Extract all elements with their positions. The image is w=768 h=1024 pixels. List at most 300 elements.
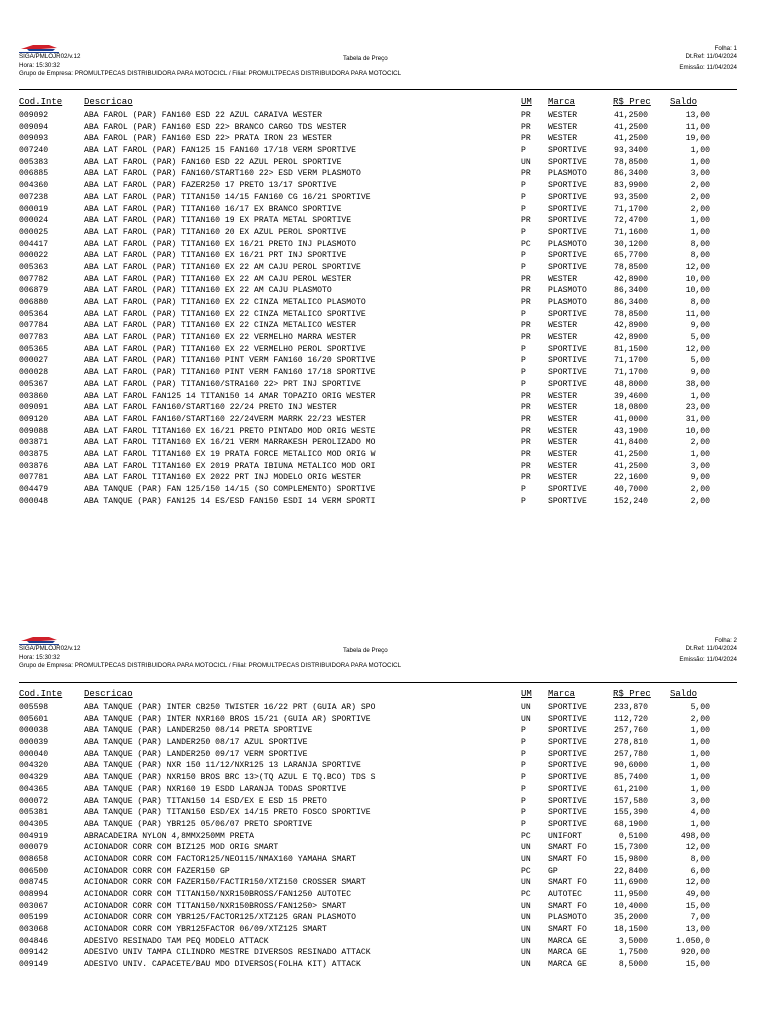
cell-cod: 005367	[19, 379, 49, 389]
col-header-saldo: Saldo	[670, 689, 698, 699]
table-row	[0, 122, 768, 134]
cell-marca: SPORTIVE	[548, 379, 587, 389]
cell-cod: 005383	[19, 157, 49, 167]
cell-um: PR	[521, 274, 531, 284]
cell-cod: 000024	[19, 216, 49, 226]
col-header-um: UM	[521, 689, 532, 699]
cell-prec: 157,580	[614, 796, 648, 806]
table-row	[0, 402, 768, 414]
cell-saldo: 920,00	[680, 948, 710, 958]
cell-prec: 155,390	[614, 808, 648, 818]
cell-prec: 8,5000	[618, 960, 648, 970]
table-row	[0, 437, 768, 449]
cell-saldo: 2,00	[690, 204, 710, 214]
cell-desc: ABA TANQUE (PAR) FAN125 14 ES/ESD FAN150 ESDI 14 VERM SPORTI	[84, 496, 376, 506]
cell-prec: 90,6000	[614, 761, 648, 771]
cell-um: P	[521, 796, 526, 806]
cell-prec: 41,2500	[614, 449, 648, 459]
table-row	[0, 332, 768, 344]
cell-desc: ABA LAT FAROL (PAR) TITAN160 EX 22 CINZA METALICO WESTER	[84, 321, 356, 331]
cell-saldo: 2,00	[690, 485, 710, 494]
cell-desc: ACIONADOR CORR COM FACTOR125/NEO115/NMAX160 YAMAHA SMART	[84, 854, 356, 864]
cell-um: PR	[521, 216, 531, 226]
table-row	[0, 297, 768, 309]
table-row	[0, 285, 768, 297]
cell-marca: MARCA GE	[548, 960, 587, 970]
table-row	[0, 344, 768, 356]
cell-cod: 006885	[19, 169, 49, 179]
cell-desc: ABA LAT FAROL (PAR) TITAN160 EX 22 CINZA METALICO PLASMOTO	[84, 298, 366, 307]
table-row	[0, 309, 768, 321]
cell-prec: 22,1600	[614, 473, 648, 483]
cell-cod: 004919	[19, 831, 49, 841]
cell-desc: ADESIVO RESINADO TAM PEQ MODELO ATTACK	[84, 936, 269, 946]
cell-um: UN	[521, 960, 531, 970]
cell-um: UN	[521, 901, 531, 911]
table-row	[0, 355, 768, 367]
cell-prec: 81,1500	[614, 344, 648, 354]
cell-marca: SPORTIVE	[548, 714, 587, 724]
cell-marca: SPORTIVE	[548, 251, 587, 261]
cell-desc: ABA LAT FAROL (PAR) TITAN160 EX 22 AM CAJU PEROL SPORTIVE	[84, 262, 361, 272]
cell-marca: SPORTIVE	[548, 726, 587, 736]
cell-marca: SPORTIVE	[548, 819, 587, 829]
cell-cod: 005601	[19, 714, 49, 724]
cell-saldo: 13,00	[685, 925, 710, 935]
table-row	[0, 320, 768, 332]
cell-prec: 1,7500	[618, 948, 648, 958]
cell-desc: ABA TANQUE (PAR) LANDER250 09/17 VERM SPORTIVE	[84, 749, 308, 759]
cell-prec: 86,3400	[614, 169, 648, 179]
table-row	[0, 702, 768, 714]
cell-saldo: 12,00	[685, 878, 710, 888]
cell-um: P	[521, 773, 526, 783]
cell-cod: 009091	[19, 403, 49, 413]
cell-um: P	[521, 485, 526, 494]
table-row	[0, 168, 768, 180]
cell-prec: 11,9500	[614, 890, 648, 899]
cell-desc: ABA LAT FAROL (PAR) TITAN160 PINT VERM FAN160 16/20 SPORTIVE	[84, 356, 376, 366]
cell-cod: 009142	[19, 948, 49, 958]
table-row	[0, 772, 768, 784]
cell-cod: 006880	[19, 298, 49, 307]
table-row	[0, 133, 768, 145]
cell-um: PR	[521, 391, 531, 401]
cell-um: PR	[521, 169, 531, 179]
cell-cod: 004479	[19, 485, 49, 494]
cell-saldo: 1,00	[690, 761, 710, 771]
cell-saldo: 23,00	[685, 403, 710, 413]
cell-marca: AUTOTEC	[548, 890, 582, 899]
cell-desc: ABA LAT FAROL FAN125 14 TITAN150 14 AMAR TOPAZIO ORIG WESTER	[84, 391, 376, 401]
cell-marca: PLASMOTO	[548, 298, 587, 307]
cell-marca: SPORTIVE	[548, 796, 587, 806]
cell-um: PC	[521, 831, 531, 841]
cell-prec: 86,3400	[614, 298, 648, 307]
cell-um: P	[521, 726, 526, 736]
cell-marca: SPORTIVE	[548, 344, 587, 354]
cell-saldo: 1,00	[690, 227, 710, 237]
cell-marca: SMART FO	[548, 878, 587, 888]
cell-marca: WESTER	[548, 426, 578, 436]
cell-desc: ABA LAT FAROL (PAR) TITAN160 PINT VERM FAN160 17/18 SPORTIVE	[84, 368, 376, 378]
cell-desc: ABA TANQUE (PAR) YBR125 05/06/07 PRETO SPORTIVE	[84, 819, 313, 829]
cell-cod: 005199	[19, 913, 49, 923]
cell-saldo: 1,00	[690, 726, 710, 736]
cell-um: UN	[521, 878, 531, 888]
cell-desc: ABA LAT FAROL (PAR) TITAN160 16/17 EX BRANCO SPORTIVE	[84, 204, 342, 214]
cell-prec: 112,720	[614, 714, 648, 724]
cell-um: PR	[521, 414, 531, 424]
cell-um: PR	[521, 321, 531, 331]
cell-um: P	[521, 344, 526, 354]
cell-um: P	[521, 819, 526, 829]
cell-prec: 11,6900	[614, 878, 648, 888]
cell-prec: 233,870	[614, 703, 648, 712]
cell-desc: ABA LAT FAROL (PAR) FAZER250 17 PRETO 13/17 SPORTIVE	[84, 181, 337, 191]
cell-cod: 008994	[19, 890, 49, 899]
cell-marca: WESTER	[548, 473, 578, 483]
cell-marca: WESTER	[548, 449, 578, 459]
company-logo	[19, 43, 59, 53]
cell-desc: ABA LAT FAROL (PAR) TITAN160 EX 22 AM CAJU PLASMOTO	[84, 286, 332, 296]
cell-cod: 007784	[19, 321, 49, 331]
cell-cod: 007238	[19, 192, 49, 202]
cell-prec: 78,8500	[614, 157, 648, 167]
cell-saldo: 498,00	[680, 831, 710, 841]
cell-saldo: 15,00	[685, 960, 710, 970]
cell-saldo: 7,00	[690, 913, 710, 923]
table-row	[0, 714, 768, 726]
table-row	[0, 936, 768, 948]
table-row	[0, 274, 768, 286]
cell-desc: ABA LAT FAROL (PAR) TITAN160/STRA160 22> PRT INJ SPORTIVE	[84, 379, 361, 389]
cell-desc: ABA TANQUE (PAR) FAN 125/150 14/15 (SO COMPLEMENTO) SPORTIVE	[84, 485, 376, 494]
cell-um: P	[521, 379, 526, 389]
table-row	[0, 496, 768, 508]
cell-saldo: 13,00	[685, 111, 710, 120]
cell-marca: WESTER	[548, 274, 578, 284]
cell-um: UN	[521, 854, 531, 864]
emissao: Emissão: 11/04/2024	[679, 64, 737, 71]
cell-desc: ABRACADEIRA NYLON 4,8MMX250MM PRETA	[84, 831, 254, 841]
cell-marca: GP	[548, 866, 558, 876]
cell-prec: 15,9800	[614, 854, 648, 864]
cell-saldo: 5,00	[690, 703, 710, 712]
cell-um: P	[521, 146, 526, 156]
table-row	[0, 749, 768, 761]
table-row	[0, 912, 768, 924]
cell-saldo: 1,00	[690, 216, 710, 226]
cell-saldo: 1.050,0	[676, 936, 710, 946]
col-header-um: UM	[521, 97, 532, 107]
cell-um: UN	[521, 925, 531, 935]
cell-marca: WESTER	[548, 321, 578, 331]
report-title: Tabela de Preço	[343, 647, 388, 654]
cell-um: P	[521, 761, 526, 771]
cell-marca: SPORTIVE	[548, 146, 587, 156]
cell-um: PC	[521, 866, 531, 876]
program-id: SIGA/PMLOJR02/v.12	[19, 645, 81, 652]
cell-marca: UNIFORT	[548, 831, 582, 841]
cell-um: P	[521, 309, 526, 319]
table-row	[0, 215, 768, 227]
cell-saldo: 1,00	[690, 449, 710, 459]
cell-desc: ABA TANQUE (PAR) NXR150 BROS BRC 13>(TQ AZUL E TQ.BCO) TDS S	[84, 773, 376, 783]
table-row	[0, 414, 768, 426]
cell-prec: 71,1600	[614, 227, 648, 237]
cell-marca: SPORTIVE	[548, 773, 587, 783]
cell-saldo: 5,00	[690, 333, 710, 343]
cell-prec: 71,1700	[614, 356, 648, 366]
cell-desc: ACIONADOR CORR COM BIZ125 MOD ORIG SMART	[84, 843, 279, 853]
table-row	[0, 379, 768, 391]
cell-marca: WESTER	[548, 122, 578, 132]
cell-cod: 000039	[19, 738, 49, 748]
col-header-prec: R$ Prec	[613, 97, 651, 107]
cell-desc: ACIONADOR CORR COM YBR125/FACTOR125/XTZ125 GRAN PLASMOTO	[84, 913, 356, 923]
cell-desc: ABA LAT FAROL (PAR) TITAN160 EX 22 VERMELHO PEROL SPORTIVE	[84, 344, 366, 354]
cell-desc: ACIONADOR CORR COM TITAN150/NXR150BROSS/FAN1250> SMART	[84, 901, 347, 911]
cell-um: UN	[521, 913, 531, 923]
cell-desc: ABA LAT FAROL (PAR) TITAN160 20 EX AZUL PEROL SPORTIVE	[84, 227, 347, 237]
cell-prec: 71,1700	[614, 368, 648, 378]
cell-um: PR	[521, 403, 531, 413]
cell-cod: 005364	[19, 309, 49, 319]
cell-marca: SPORTIVE	[548, 784, 587, 794]
cell-cod: 007783	[19, 333, 49, 343]
cell-marca: MARCA GE	[548, 936, 587, 946]
cell-saldo: 1,00	[690, 749, 710, 759]
cell-saldo: 3,00	[690, 796, 710, 806]
cell-desc: ADESIVO UNIV. CAPACETE/BAU MDO DIVERSOS(FOLHA KIT) ATTACK	[84, 960, 361, 970]
col-header-marca: Marca	[548, 689, 576, 699]
cell-marca: SPORTIVE	[548, 227, 587, 237]
table-row	[0, 367, 768, 379]
cell-prec: 42,8900	[614, 274, 648, 284]
cell-saldo: 9,00	[690, 321, 710, 331]
cell-desc: ABA LAT FAROL (PAR) TITAN160 EX 22 AM CAJU PEROL WESTER	[84, 274, 352, 284]
table-row	[0, 947, 768, 959]
cell-saldo: 12,00	[685, 843, 710, 853]
table-row	[0, 760, 768, 772]
cell-desc: ACIONADOR CORR COM YBR125FACTOR 06/09/XTZ125 SMART	[84, 925, 327, 935]
cell-saldo: 2,00	[690, 192, 710, 202]
cell-cod: 004305	[19, 819, 49, 829]
cell-saldo: 1,00	[690, 738, 710, 748]
cell-prec: 152,240	[614, 496, 648, 506]
cell-um: UN	[521, 157, 531, 167]
cell-cod: 004846	[19, 936, 49, 946]
cell-cod: 007782	[19, 274, 49, 284]
cell-marca: PLASMOTO	[548, 239, 587, 249]
table-row	[0, 807, 768, 819]
table-row	[0, 145, 768, 157]
cell-prec: 41,2500	[614, 461, 648, 471]
cell-saldo: 2,00	[690, 181, 710, 191]
cell-prec: 93,3500	[614, 192, 648, 202]
cell-prec: 83,9900	[614, 181, 648, 191]
cell-cod: 008745	[19, 878, 49, 888]
cell-cod: 003871	[19, 438, 49, 448]
cell-cod: 000027	[19, 356, 49, 366]
cell-saldo: 9,00	[690, 368, 710, 378]
cell-desc: ABA TANQUE (PAR) INTER NXR160 BROS 15/21 (GUIA AR) SPORTIVE	[84, 714, 371, 724]
cell-desc: ABA TANQUE (PAR) LANDER250 08/17 AZUL SPORTIVE	[84, 738, 308, 748]
cell-prec: 10,4000	[614, 901, 648, 911]
cell-cod: 007781	[19, 473, 49, 483]
cell-um: P	[521, 784, 526, 794]
table-row	[0, 866, 768, 878]
cell-prec: 85,7400	[614, 773, 648, 783]
cell-saldo: 1,00	[690, 784, 710, 794]
table-row	[0, 180, 768, 192]
cell-cod: 000072	[19, 796, 49, 806]
header-rule	[19, 682, 737, 683]
cell-cod: 004360	[19, 181, 49, 191]
cell-desc: ACIONADOR CORR COM FAZER150 GP	[84, 866, 230, 876]
cell-cod: 008658	[19, 854, 49, 864]
cell-saldo: 19,00	[685, 134, 710, 144]
cell-cod: 009094	[19, 122, 49, 132]
cell-prec: 41,2500	[614, 134, 648, 144]
cell-cod: 009120	[19, 414, 49, 424]
cell-cod: 000025	[19, 227, 49, 237]
table-row	[0, 484, 768, 496]
cell-desc: ACIONADOR CORR COM TITAN150/NXR150BROSS/FAN1250 AUTOTEC	[84, 890, 352, 899]
table-row	[0, 889, 768, 901]
cell-um: P	[521, 227, 526, 237]
cell-cod: 005363	[19, 262, 49, 272]
table-row	[0, 784, 768, 796]
cell-desc: ABA LAT FAROL (PAR) TITAN160 EX 22 CINZA METALICO SPORTIVE	[84, 309, 366, 319]
cell-um: PR	[521, 134, 531, 144]
table-row	[0, 227, 768, 239]
program-id: SIGA/PMLOJR02/v.12	[19, 53, 81, 60]
cell-saldo: 1,00	[690, 157, 710, 167]
cell-um: P	[521, 808, 526, 818]
cell-marca: PLASMOTO	[548, 169, 587, 179]
cell-um: PR	[521, 298, 531, 307]
cell-cod: 000028	[19, 368, 49, 378]
cell-desc: ACIONADOR CORR COM FAZER150/FACTIR150/XTZ150 CROSSER SMART	[84, 878, 366, 888]
cell-um: PR	[521, 286, 531, 296]
cell-marca: SPORTIVE	[548, 738, 587, 748]
table-row	[0, 192, 768, 204]
grupo-empresa: Grupo de Empresa: PROMULTPECAS DISTRIBUIDORA PARA MOTOCICL / Filial: PROMULTPECAS DISTRIBUIDORA PARA MOTOCICL	[19, 662, 402, 669]
cell-um: PC	[521, 890, 531, 899]
table-row	[0, 157, 768, 169]
cell-prec: 41,2500	[614, 111, 648, 120]
cell-desc: ABA LAT FAROL TITAN160 EX 2019 PRATA IBIUNA METALICO MOD ORI	[84, 461, 376, 471]
cell-cod: 003860	[19, 391, 49, 401]
hora: Hora: 15:30:32	[19, 62, 60, 69]
cell-marca: PLASMOTO	[548, 286, 587, 296]
cell-cod: 006879	[19, 286, 49, 296]
cell-marca: SPORTIVE	[548, 309, 587, 319]
table-row	[0, 796, 768, 808]
cell-desc: ABA TANQUE (PAR) NXR 150 11/12/NXR125 13 LARANJA SPORTIVE	[84, 761, 361, 771]
cell-prec: 41,2500	[614, 122, 648, 132]
table-row	[0, 877, 768, 889]
cell-marca: SMART FO	[548, 854, 587, 864]
cell-desc: ADESIVO UNIV TAMPA CILINDRO MESTRE DIVERSOS RESINADO ATTACK	[84, 948, 371, 958]
cell-desc: ABA LAT FAROL (PAR) FAN125 15 FAN160 17/18 VERM SPORTIVE	[84, 146, 356, 156]
cell-prec: 65,7700	[614, 251, 648, 261]
cell-marca: WESTER	[548, 111, 578, 120]
cell-prec: 71,1700	[614, 204, 648, 214]
cell-desc: ABA FAROL (PAR) FAN160 ESD 22> PRATA IRON 23 WESTER	[84, 134, 332, 144]
cell-marca: SPORTIVE	[548, 262, 587, 272]
cell-prec: 42,8900	[614, 321, 648, 331]
cell-marca: SPORTIVE	[548, 749, 587, 759]
cell-saldo: 12,00	[685, 262, 710, 272]
cell-prec: 86,3400	[614, 286, 648, 296]
cell-desc: ABA LAT FAROL TITAN160 EX 19 PRATA FORCE METALICO MOD ORIG W	[84, 449, 376, 459]
cell-saldo: 2,00	[690, 496, 710, 506]
price-table-page-2	[0, 702, 768, 971]
table-row	[0, 239, 768, 251]
cell-um: PR	[521, 438, 531, 448]
cell-saldo: 3,00	[690, 169, 710, 179]
cell-prec: 3,5000	[618, 936, 648, 946]
cell-um: PR	[521, 333, 531, 343]
cell-cod: 000022	[19, 251, 49, 261]
cell-marca: WESTER	[548, 414, 578, 424]
cell-desc: ABA LAT FAROL TITAN160 EX 16/21 PRETO PINTADO MOD ORIG WESTE	[84, 426, 376, 436]
cell-marca: SMART FO	[548, 901, 587, 911]
cell-um: PR	[521, 426, 531, 436]
col-header-cod: Cod.Inte	[19, 97, 63, 107]
cell-um: P	[521, 262, 526, 272]
table-row	[0, 262, 768, 274]
cell-desc: ABA LAT FAROL (PAR) TITAN150 14/15 FAN160 CG 16/21 SPORTIVE	[84, 192, 371, 202]
cell-saldo: 1,00	[690, 391, 710, 401]
emissao: Emissão: 11/04/2024	[679, 656, 737, 663]
cell-marca: SPORTIVE	[548, 216, 587, 226]
col-header-saldo: Saldo	[670, 97, 698, 107]
col-header-marca: Marca	[548, 97, 576, 107]
cell-saldo: 38,00	[685, 379, 710, 389]
table-row	[0, 472, 768, 484]
cell-um: P	[521, 496, 526, 506]
cell-marca: SPORTIVE	[548, 204, 587, 214]
cell-prec: 35,2000	[614, 913, 648, 923]
cell-desc: ABA LAT FAROL (PAR) TITAN160 19 EX PRATA METAL SPORTIVE	[84, 216, 352, 226]
cell-um: P	[521, 749, 526, 759]
cell-um: UN	[521, 948, 531, 958]
cell-saldo: 10,00	[685, 286, 710, 296]
col-header-cod: Cod.Inte	[19, 689, 63, 699]
cell-saldo: 4,00	[690, 808, 710, 818]
cell-cod: 004329	[19, 773, 49, 783]
cell-cod: 003875	[19, 449, 49, 459]
cell-prec: 18,1500	[614, 925, 648, 935]
cell-cod: 005365	[19, 344, 49, 354]
cell-marca: SPORTIVE	[548, 192, 587, 202]
cell-cod: 000019	[19, 204, 49, 214]
cell-marca: SPORTIVE	[548, 808, 587, 818]
cell-marca: SPORTIVE	[548, 157, 587, 167]
table-row	[0, 831, 768, 843]
table-row	[0, 426, 768, 438]
cell-cod: 004365	[19, 784, 49, 794]
cell-marca: SPORTIVE	[548, 181, 587, 191]
cell-cod: 003876	[19, 461, 49, 471]
cell-um: PR	[521, 449, 531, 459]
cell-saldo: 8,00	[690, 251, 710, 261]
cell-marca: WESTER	[548, 461, 578, 471]
